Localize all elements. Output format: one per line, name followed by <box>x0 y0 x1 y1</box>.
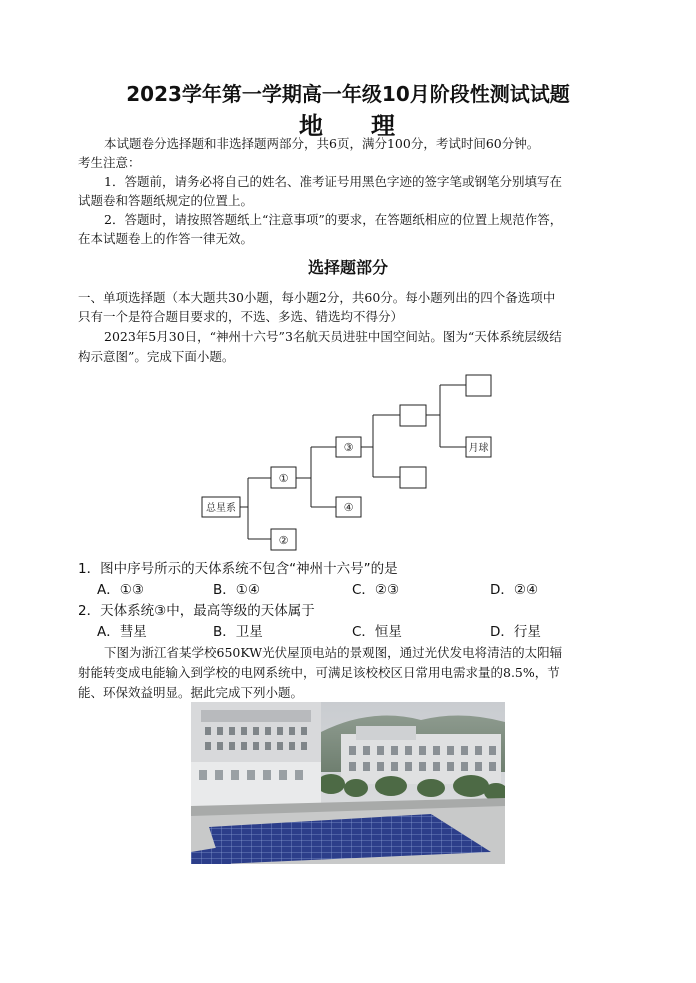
diagram-label-3: ③ <box>343 441 354 454</box>
stem2-line-3: 能、环保效益明显。据此完成下列小题。 <box>78 685 304 700</box>
notice-heading: 考生注意： <box>78 155 141 170</box>
part1-instruction-line-1: 一、单项选择题（本大题共30小题，每小题2分，共60分。每小题列出的四个备选项中 <box>78 290 556 305</box>
subject-char-2: 理 <box>371 112 397 140</box>
notice-item-2-line-1: 2．答题时，请按照答题纸上“注意事项”的要求，在答题纸相应的位置上规范作答， <box>104 212 563 227</box>
question-1-option-c: C．②③ <box>352 582 400 598</box>
question-2-option-a: A．彗星 <box>97 624 147 640</box>
diagram-node-blank-lower <box>400 467 426 488</box>
exam-title: 2023学年第一学期高一年级10月阶段性测试试题 <box>126 82 570 106</box>
question-1-option-d: D．②④ <box>490 582 539 598</box>
stem2-line-1: 下图为浙江省某学校650KW光伏屋顶电站的景观图，通过光伏发电将清洁的太阳辐 <box>104 645 563 660</box>
stem1-line-1: 2023年5月30日，“神州十六号”3名航天员进驻中国空间站。图为“天体系统层级结 <box>104 329 562 344</box>
diagram-label-1: ① <box>278 472 289 485</box>
diagram-label-2: ② <box>278 534 289 547</box>
diagram-node-blank-top <box>466 375 491 396</box>
diagram-node-blank-upper <box>400 405 426 426</box>
notice-item-1-line-2: 试题卷和答题纸规定的位置上。 <box>78 193 254 208</box>
question-2-stem: 2．天体系统③中，最高等级的天体属于 <box>78 603 315 619</box>
intro-text: 本试题卷分选择题和非选择题两部分，共6页，满分100分，考试时间60分钟。 <box>104 136 540 151</box>
question-2-option-b: B．卫星 <box>213 624 263 640</box>
stem1-line-2: 构示意图”。完成下面小题。 <box>78 349 235 364</box>
question-1-stem: 1．图中序号所示的天体系统不包含“神州十六号”的是 <box>78 561 398 577</box>
question-1-option-b: B．①④ <box>213 582 260 598</box>
question-1-option-a: A．①③ <box>97 582 144 598</box>
subject-char-1: 地 <box>299 112 325 140</box>
part1-instruction-line-2: 只有一个是符合题目要求的，不选、多选、错选均不得分） <box>78 309 404 324</box>
diagram-label-moon: 月球 <box>468 443 489 454</box>
question-2-option-d: D．行星 <box>490 624 541 640</box>
notice-item-1-line-1: 1．答题前，请务必将自己的姓名、准考证号用黑色字迹的签字笔或钢笔分别填写在 <box>104 174 562 189</box>
section-title: 选择题部分 <box>307 258 388 277</box>
question-2-option-c: C．恒星 <box>352 624 402 640</box>
notice-item-2-line-2: 在本试题卷上的作答一律无效。 <box>78 231 254 246</box>
diagram-label-root: 总星系 <box>206 503 236 514</box>
diagram-label-4: ④ <box>343 501 354 514</box>
stem2-line-2: 射能转变成电能输入到学校的电网系统中，可满足该校校区日常用电需求量的8.5%，节 <box>78 665 560 680</box>
solar-rooftop-photo <box>191 702 505 864</box>
